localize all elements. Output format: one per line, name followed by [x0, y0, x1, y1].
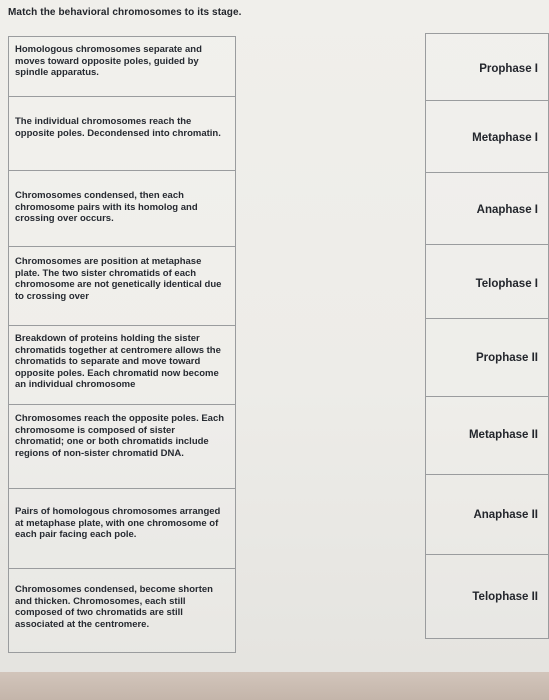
stage-option-label: Metaphase I [472, 132, 538, 144]
stage-option-list [425, 33, 549, 639]
stage-option-label: Prophase II [476, 352, 538, 364]
statement-card[interactable] [8, 489, 236, 569]
stage-option-label: Anaphase II [473, 509, 538, 521]
stage-option-telophase-2[interactable] [425, 555, 549, 639]
stage-option-anaphase-2[interactable] [425, 475, 549, 555]
stage-option-metaphase-2[interactable] [425, 397, 549, 475]
statement-text: Breakdown of proteins holding the sister chromatids together at centromere allows the chromatids to separate and move toward opposite poles. Each chromatid now become an individual chromosome [15, 333, 221, 390]
statement-text: Chromosomes reach the opposite poles. Each chromosome is composed of sister chromatid; one or both chromatids include regions of non-sister chromatid DNA. [15, 413, 225, 459]
background-surface [0, 672, 549, 700]
stage-option-telophase-1[interactable] [425, 245, 549, 319]
statement-card[interactable] [8, 97, 236, 171]
stage-option-label: Metaphase II [468, 429, 538, 441]
stage-option-anaphase-1[interactable] [425, 173, 549, 245]
statement-text: Pairs of homologous chromosomes arranged at metaphase plate, with one chromosome of each pair facing each pole. [15, 506, 221, 540]
statement-card[interactable] [8, 326, 236, 405]
stage-option-label: Anaphase I [476, 204, 538, 216]
statement-text: Chromosomes are position at metaphase plate. The two sister chromatids of each chromosome are not genetically identical due to crossing over [15, 256, 222, 302]
statement-text: The individual chromosomes reach the opposite poles. Decondensed into chromatin. [15, 116, 221, 139]
stage-option-label: Telophase II [472, 591, 538, 603]
statement-text: Chromosomes condensed, become shorten and thicken. Chromosomes, each still composed of two chromatids are still associated at the centromere. [15, 584, 213, 630]
statement-list [8, 36, 236, 653]
statement-text: Chromosomes condensed, then each chromosome pairs with its homolog and crossing over occurs. [15, 190, 198, 224]
stage-option-prophase-2[interactable] [425, 319, 549, 397]
statement-card[interactable] [8, 405, 236, 489]
statement-card[interactable] [8, 171, 236, 247]
statement-card[interactable] [8, 36, 236, 97]
stage-option-label: Prophase I [479, 63, 538, 75]
stage-option-prophase-1[interactable] [425, 33, 549, 101]
statement-text: Homologous chromosomes separate and moves toward opposite poles, guided by spindle apparatus. [15, 44, 202, 78]
stage-option-label: Telophase I [475, 278, 538, 290]
statement-card[interactable] [8, 569, 236, 653]
page-title: Match the behavioral chromosomes to its stage. [8, 7, 242, 18]
statement-card[interactable] [8, 247, 236, 326]
stage-option-metaphase-1[interactable] [425, 101, 549, 173]
